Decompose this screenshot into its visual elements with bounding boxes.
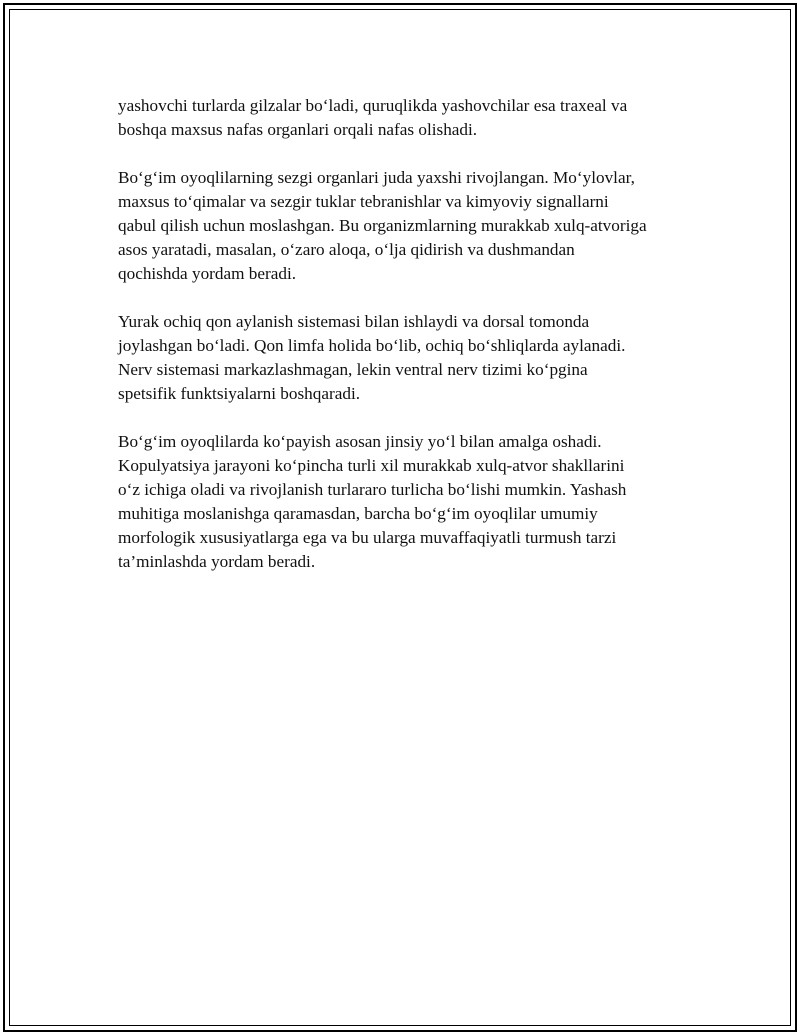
text-line: Yurak ochiq qon aylanish sistemasi bilan ishlaydi va dorsal tomonda <box>118 312 590 331</box>
text-line: asos yaratadi, masalan, o‘zaro aloqa, o‘lja qidirish va dushmandan <box>118 240 575 259</box>
text-line: qochishda yordam beradi. <box>118 264 297 283</box>
text-line: qabul qilish uchun moslashgan. Bu organizmlarning murakkab xulq-atvoriga <box>118 216 647 235</box>
text-line: Nerv sistemasi markazlashmagan, lekin ventral nerv tizimi ko‘pgina <box>118 360 588 379</box>
text-line: spetsifik funktsiyalarni boshqaradi. <box>118 384 361 403</box>
text-line: o‘z ichiga oladi va rivojlanish turlararo turlicha bo‘lishi mumkin. Yashash <box>118 480 627 499</box>
paragraph-circulation <box>118 310 698 406</box>
text-line: ta’minlashda yordam beradi. <box>118 552 316 571</box>
paragraph-sense-organs <box>118 166 698 286</box>
paragraph-reproduction <box>118 430 698 574</box>
text-line: Bo‘g‘im oyoqlilarning sezgi organlari juda yaxshi rivojlangan. Mo‘ylovlar, <box>118 168 635 187</box>
text-line: yashovchi turlarda gilzalar bo‘ladi, quruqlikda yashovchilar esa traxeal va <box>118 96 628 115</box>
text-line: joylashgan bo‘ladi. Qon limfa holida bo‘lib, ochiq bo‘shliqlarda aylanadi. <box>118 336 626 355</box>
text-line: muhitiga moslanishga qaramasdan, barcha bo‘g‘im oyoqlilar umumiy <box>118 504 598 523</box>
text-line: boshqa maxsus nafas organlari orqali nafas olishadi. <box>118 120 478 139</box>
text-line: morfologik xususiyatlarga ega va bu ularga muvaffaqiyatli turmush tarzi <box>118 528 617 547</box>
text-line: maxsus to‘qimalar va sezgir tuklar tebranishlar va kimyoviy signallarni <box>118 192 609 211</box>
text-line: Kopulyatsiya jarayoni ko‘pincha turli xil murakkab xulq-atvor shakllarini <box>118 456 625 475</box>
document-body <box>118 94 698 598</box>
text-line: Bo‘g‘im oyoqlilarda ko‘payish asosan jinsiy yo‘l bilan amalga oshadi. <box>118 432 602 451</box>
paragraph-respiration <box>118 94 698 142</box>
